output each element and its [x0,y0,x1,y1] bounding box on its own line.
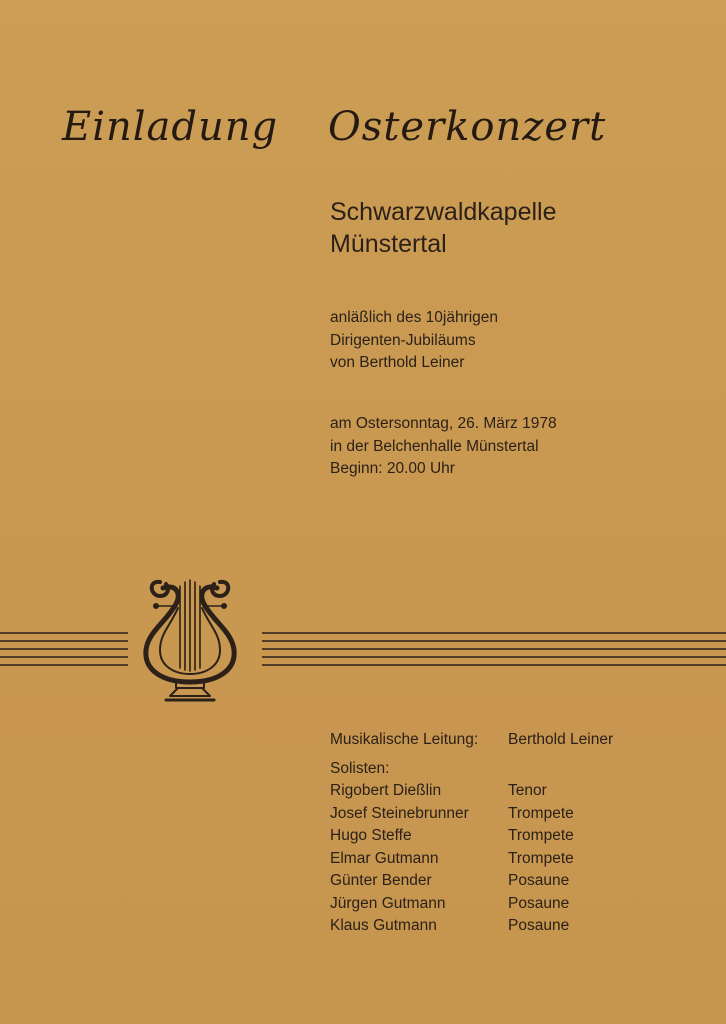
event-start-time: Beginn: 20.00 Uhr [330,460,455,477]
staff-lines-left [0,633,128,665]
event-venue: in der Belchenhalle Münstertal [330,437,539,455]
soloist-instrument: Tenor [508,782,547,799]
soloist-row [330,870,613,893]
soloist-name: Josef Steinebrunner [330,804,469,822]
musical-direction-name: Berthold Leiner [508,731,614,748]
musical-direction-row [330,729,613,752]
soloist-row [330,780,613,803]
soloist-instrument: Posaune [508,872,570,889]
soloist-row [330,915,613,938]
band-title-line-1: Schwarzwaldkapelle [330,198,557,226]
occasion-line-3: von Berthold Leiner [330,354,465,371]
soloist-name: Hugo Steffe [330,827,412,844]
occasion-text [330,307,498,375]
soloist-row [330,848,613,871]
staff-lines-right [262,633,726,665]
event-date: am Ostersonntag, 26. März 1978 [330,415,557,432]
soloist-instrument: Trompete [508,804,574,822]
soloist-instrument: Trompete [508,827,574,844]
soloist-row [330,893,613,916]
heading-invitation: Einladung [62,104,279,150]
soloist-list [330,780,613,938]
soloist-name: Günter Bender [330,872,432,889]
occasion-line-2: Dirigenten-Jubiläums [330,331,476,349]
soloist-name: Rigobert Dießlin [330,782,442,799]
occasion-line-1: anläßlich des 10jährigen [330,309,499,326]
band-title [330,196,557,260]
lyre-emblem [0,570,726,710]
soloists-heading: Solisten: [330,759,390,777]
soloist-instrument: Posaune [508,917,570,934]
heading-concert: Osterkonzert [328,104,607,150]
soloist-name: Jürgen Gutmann [330,894,446,912]
soloist-instrument: Trompete [508,849,574,867]
credits-section [330,729,613,938]
soloist-name: Klaus Gutmann [330,917,437,934]
lyre-icon [146,580,234,700]
soloist-name: Elmar Gutmann [330,849,439,867]
soloist-row [330,803,613,826]
event-details [330,413,557,481]
musical-direction-label: Musikalische Leitung: [330,731,479,748]
soloist-instrument: Posaune [508,894,570,912]
soloist-row [330,825,613,848]
band-title-line-2: Münstertal [330,230,447,258]
